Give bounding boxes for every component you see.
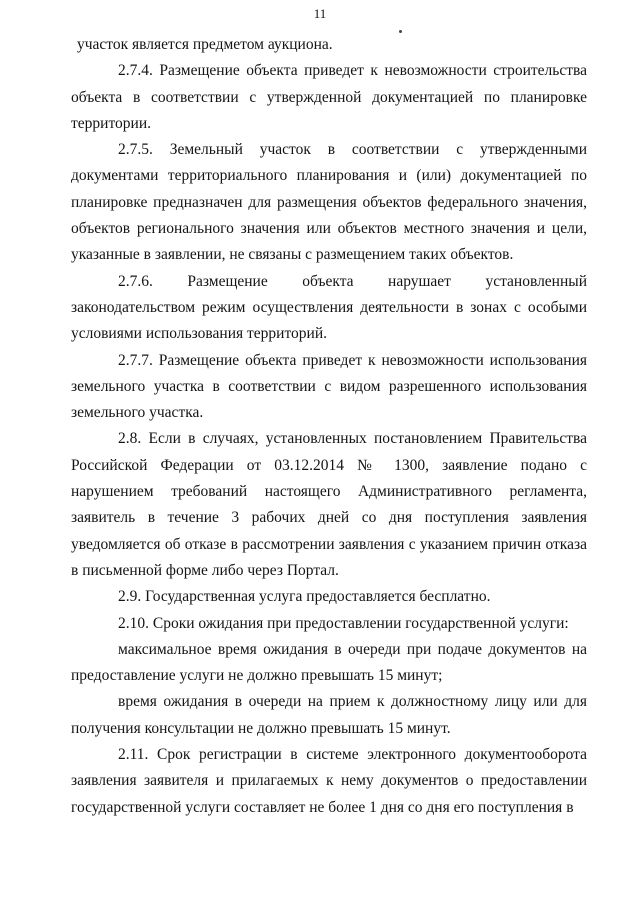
paragraph-2-8: 2.8. Если в случаях, установленных постановлением Правительства Российской Федерации от 03.12.2014 № 1300, заявление подано с нарушением требований настоящего Административного регламента, заявитель в течение 3 рабочих дней со дня поступления заявления уведомляется об отказе в рассмотрении заявления с указанием причин отказа в письменной форме либо через Портал. <box>71 430 587 579</box>
paragraph-2-7-6: 2.7.6. Размещение объекта нарушает установленный законодательством режим осуществления деятельности в зонах с особыми условиями использования территорий. <box>71 272 587 343</box>
paragraph-2-7-7: 2.7.7. Размещение объекта приведет к невозможности использования земельного участка в соответствии с видом разрешенного использования земельного участка. <box>71 351 587 422</box>
paragraph-2-10: 2.10. Сроки ожидания при предоставлении государственной услуги: <box>118 614 569 632</box>
document-body <box>71 32 587 821</box>
paragraph-2-7-5: 2.7.5. Земельный участок в соответствии с утвержденными документами территориального планирования и (или) документацией по планировке предназначен для размещения объектов федерального значения, объектов регионального значения или объектов местного значения и цели, указанные в заявлении, не связаны с размещением таких объектов. <box>71 141 587 264</box>
paragraph-2-11: 2.11. Срок регистрации в системе электронного документооборота заявления заявителя и прилагаемых к нему документов о предоставлении государственной услуги составляет не более 1 дня со дня его поступления в <box>71 746 587 816</box>
paragraph-2-7-4: 2.7.4. Размещение объекта приведет к невозможности строительства объекта в соответствии с утвержденной документацией по планировке территории. <box>71 62 587 132</box>
paragraph-continuation: участок является предметом аукциона. <box>77 36 333 53</box>
paragraph-max-wait-time: максимальное время ожидания в очереди при подаче документов на предоставление услуги не должно превышать 15 минут; <box>71 640 587 685</box>
page-number: 11 <box>313 6 327 21</box>
paragraph-consultation-wait-time: время ожидания в очереди на прием к должностному лицу или для получения консультации не должно превышать 15 минут. <box>71 693 587 737</box>
paragraph-2-9: 2.9. Государственная услуга предоставляется бесплатно. <box>118 588 491 606</box>
